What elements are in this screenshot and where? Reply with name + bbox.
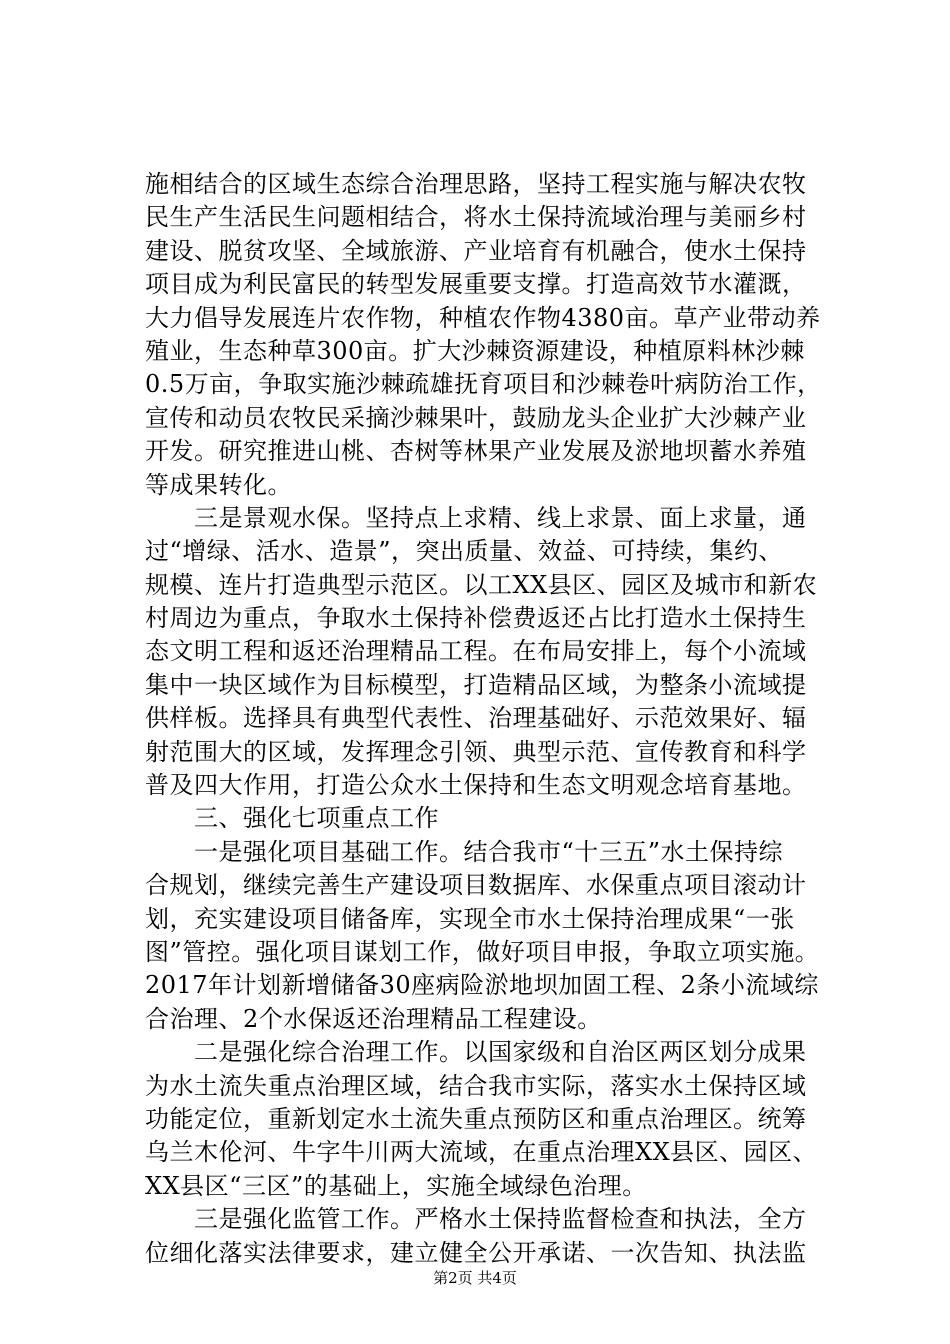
text-line: 图”管控。强化项目谋划工作，做好项目申报，争取立项实施。 — [145, 937, 820, 966]
text-line: 建设、脱贫攻坚、全域旅游、产业培育有机融合，使水土保持 — [145, 236, 807, 265]
text-line: 乌兰木伦河、牛字牛川两大流域，在重点治理XX县区、园区、 — [145, 1138, 818, 1167]
text-line: 民生产生活民生问题相结合，将水土保持流域治理与美丽乡村 — [145, 203, 807, 232]
text-line: 规模、连片打造典型示范区。以工XX县区、园区及城市和新农 — [145, 570, 818, 599]
text-line: 供样板。选择具有典型代表性、治理基础好、示范效果好、辐 — [145, 704, 807, 733]
text-line: 射范围大的区域，发挥理念引领、典型示范、宣传教育和科学 — [145, 737, 807, 766]
text-line: 2017年计划新增储备30座病险淤地坝加固工程、2条小流域综 — [145, 971, 819, 1000]
text-line: 功能定位，重新划定水土流失重点预防区和重点治理区。统筹 — [145, 1104, 807, 1133]
text-line: 村周边为重点，争取水土保持补偿费返还占比打造水土保持生 — [145, 604, 807, 633]
text-line: 等成果转化。 — [145, 470, 292, 499]
text-line: 开发。研究推进山桃、杏树等林果产业发展及淤地坝蓄水养殖 — [145, 437, 807, 466]
text-line: 为水土流失重点治理区域，结合我市实际，落实水土保持区域 — [145, 1071, 807, 1100]
text-line: 态文明工程和返还治理精品工程。在布局安排上，每个小流域 — [145, 637, 807, 666]
text-line: 殖业，生态种草300亩。扩大沙棘资源建设，种植原料林沙棘 — [145, 336, 805, 365]
text-line: 宣传和动员农牧民采摘沙棘果叶，鼓励龙头企业扩大沙棘产业 — [145, 403, 807, 432]
text-line: 二是强化综合治理工作。以国家级和自治区两区划分成果 — [145, 1038, 807, 1067]
text-line: 项目成为利民富民的转型发展重要支撑。打造高效节水灌溉， — [145, 270, 807, 299]
text-line: 三是强化监管工作。严格水土保持监督检查和执法，全方 — [145, 1205, 807, 1234]
text-line: 三是景观水保。坚持点上求精、线上求景、面上求量，通 — [145, 503, 807, 532]
text-line: 普及四大作用，打造公众水土保持和生态文明观念培育基地。 — [145, 771, 807, 800]
body-text — [145, 168, 822, 1270]
text-line: 0.5万亩，争取实施沙棘疏雄抚育项目和沙棘卷叶病防治工作， — [145, 370, 822, 399]
text-line: 施相结合的区域生态综合治理思路，坚持工程实施与解决农牧 — [145, 170, 807, 198]
section-heading: 三、强化七项重点工作 — [145, 804, 439, 833]
text-line: 集中一块区域作为目标模型，打造精品区域，为整条小流域提 — [145, 670, 807, 699]
text-line: 合规划，继续完善生产建设项目数据库、水保重点项目滚动计 — [145, 871, 807, 900]
text-line: 划，充实建设项目储备库，实现全市水土保持治理成果“一张 — [145, 904, 795, 933]
text-line: 一是强化项目基础工作。结合我市“十三五”水土保持综 — [145, 837, 784, 866]
text-line: 过“增绿、活水、造景”，突出质量、效益、可持续，集约、 — [145, 537, 784, 566]
text-line: 大力倡导发展连片农作物，种植农作物4380亩。草产业带动养 — [145, 303, 821, 332]
page-number-footer: 第2页 共4页 — [433, 1269, 517, 1287]
text-line: 位细化落实法律要求，建立健全公开承诺、一次告知、执法监 — [145, 1238, 807, 1267]
text-line: 合治理、2个水保返还治理精品工程建设。 — [145, 1004, 602, 1033]
text-line: XX县区“三区”的基础上，实施全域绿色治理。 — [145, 1171, 647, 1200]
